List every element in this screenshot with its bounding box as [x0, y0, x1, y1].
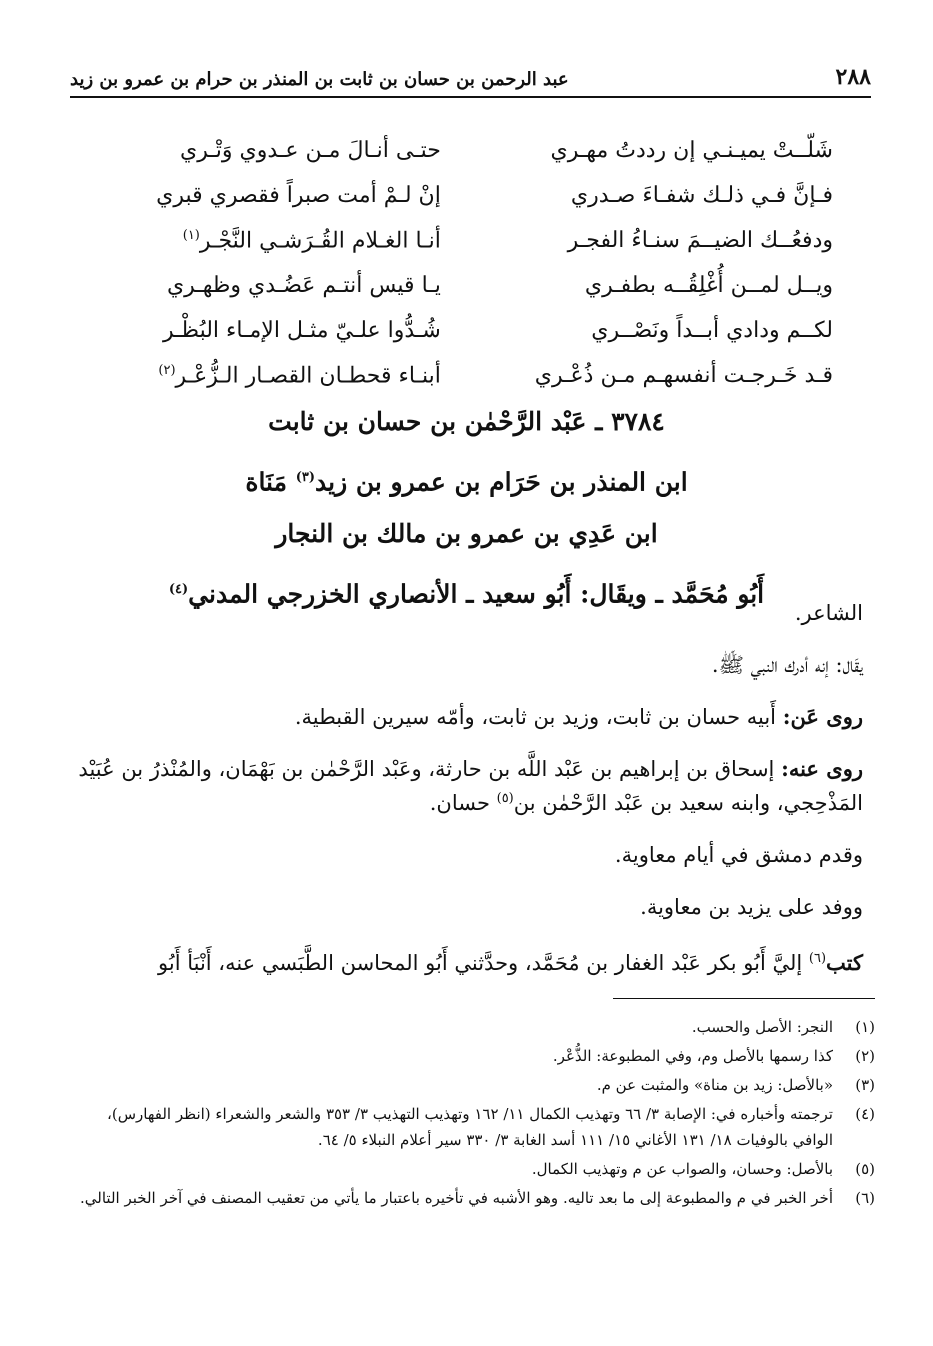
footnote: [80, 1014, 875, 1040]
paragraph: كتب$^{(٦)}$ إليَّ أَبُو بكر عَبْد الغفار بن مُحَمَّد، وحدَّثني أَبُو المحاسن الطَّبَسي عنه، أَنْبَأ أَبُو: [158, 950, 863, 975]
poem-verse: [120, 218, 833, 263]
page-number: ٢٨٨: [835, 64, 871, 90]
poem-verse: [120, 308, 833, 353]
verse-first-hemistich: ويــل لمــن أُغْلِقُــه بطفـري: [584, 273, 833, 298]
footnote-text: «بالأصل: زيد بن مناة» والمثبت عن م.: [596, 1076, 833, 1094]
entry-heading-line: ابن المنذر بن حَرَام بن عمرو بن زيد$^{(٣)}$ مَنَاة: [245, 467, 688, 497]
entry-heading-line: ابن عَدِي بن عمرو بن مالك بن النجار: [275, 519, 658, 548]
verse-second-hemistich: يـا قيس أنتـم عَضُـدي وظهـري: [166, 273, 441, 298]
footnote-number: (٦): [855, 1189, 875, 1207]
footnote-marker: (٣): [295, 470, 315, 485]
paragraph: الشاعر.: [794, 601, 863, 625]
poem-verse: [120, 128, 833, 173]
footnote-number: (٣): [855, 1076, 875, 1094]
poem-verse: [120, 353, 833, 398]
footnote-number: (٤): [855, 1105, 875, 1123]
footnote-marker: (٤): [168, 582, 189, 597]
footnote-marker: (٢): [158, 362, 176, 378]
footnote-marker: (٦): [808, 951, 827, 966]
paragraph: وقدم دمشق في أيام معاوية.: [614, 843, 863, 867]
paragraph: ووفد على يزيد بن معاوية.: [640, 895, 863, 919]
verse-second-hemistich: إنْ لـمْ أمت صبراً فقصري قبري: [156, 183, 441, 208]
footnote: [80, 1072, 875, 1098]
page-header: [70, 56, 871, 98]
running-title: عبد الرحمن بن حسان بن ثابت بن المنذر بن حرام بن عمرو بن زيد: [70, 69, 569, 90]
footnote-text: بالأصل: وحسان، والصواب عن م وتهذيب الكمال.: [531, 1160, 833, 1178]
footnote-marker: (٥): [496, 791, 514, 806]
verse-first-hemistich: لكــم ودادي أبــداً ونَصْــري: [591, 318, 833, 343]
verse-first-hemistich: شَلّــتْ يميـنـي إن رددتُ مهـري: [550, 138, 833, 163]
verse-first-hemistich: ودفعُــك الضيــمَ سنـاءُ الفجـر: [567, 228, 833, 253]
verse-second-hemistich: شُـدُّوا علـيّ مثـل الإمـاء البُظْـر: [162, 318, 441, 343]
verse-second-hemistich: أبنـاء قحطـان القصـار الـزُّعْـر$^{(٢)}$: [158, 362, 441, 389]
footnote-text: أخر الخبر في م والمطبوعة إلى ما بعد تاليه. وهو الأشبه في تأخيره باعتبار ما يأتي من تعقيب المصنف في آخر الخبر التالي.: [80, 1189, 833, 1207]
entry-body: [72, 598, 863, 978]
poem-verse: [120, 263, 833, 308]
footnote-number: (٢): [855, 1047, 875, 1065]
entry-heading-line: أَبُو مُحَمَّد ـ ويقَال: أَبُو سعيد ـ الأنصاري الخزرجي المدني$^{(٤)}$: [168, 579, 765, 609]
footnote-number: (١): [855, 1018, 875, 1036]
footnote-separator: [613, 998, 875, 999]
footnotes: [80, 1014, 875, 1214]
footnote: [80, 1043, 875, 1069]
entry-heading: [0, 394, 933, 618]
footnote-number: (٥): [855, 1160, 875, 1178]
poem-verse: [120, 173, 833, 218]
poem: [120, 128, 833, 398]
verse-first-hemistich: قـد خَـرجـت أنفسهـم مـن ذُعْـري: [534, 363, 833, 388]
paragraph: روى عنه: إسحاق بن إبراهيم بن عَبْد اللَّه بن حارثة، وعَبْد الرَّحْمٰن بن بَهْمَان، والمُنْذرُ بن عُبَيْد المَذْحِجي، وابنه سعيد بن عَبْد الرَّحْمٰن بن$^{(٥)}$ حسان.: [78, 756, 863, 815]
verse-first-hemistich: فـإنَّ فـي ذلـك شفـاءَ صـدري: [570, 183, 833, 208]
verse-second-hemistich: أنـا الغـلام القُـرَشـي النَّجْـر$^{(١)}$: [182, 227, 441, 254]
footnote-text: كذا رسمها بالأصل وم، وفي المطبوعة: الذُّعْر.: [552, 1047, 833, 1065]
paragraph: يقَال: إنه أدرك النبي ﷺ.: [711, 653, 863, 677]
footnote: [80, 1185, 875, 1211]
entry-heading-line: ٣٧٨٤ ـ عَبْد الرَّحْمٰن بن حسان بن ثابت: [268, 407, 665, 436]
verse-second-hemistich: حتـى أنـالَ مـن عـدوي وَتْـري: [179, 138, 441, 163]
footnote: [80, 1156, 875, 1182]
footnote: [80, 1101, 875, 1153]
paragraph: روى عَن: أَبيه حسان بن ثابت، وزيد بن ثابت، وأمّه سيرين القبطية.: [294, 704, 863, 729]
footnote-marker: (١): [182, 227, 200, 243]
footnote-text: ترجمته وأخباره في: الإصابة ٣/ ٦٦ وتهذيب الكمال ١١/ ١٦٢ وتهذيب التهذيب ٣/ ٣٥٣ والشعر والشعراء (انظر الفهارس)، الوافي بالوفيات ١٨/ ١٣١ الأغاني ١٥/ ١١١ أسد الغابة ٣/ ٣٣٠ سير أعلام النبلاء ٥/ ٦٤.: [107, 1105, 833, 1149]
footnote-text: النجر: الأصل والحسب.: [691, 1018, 833, 1036]
